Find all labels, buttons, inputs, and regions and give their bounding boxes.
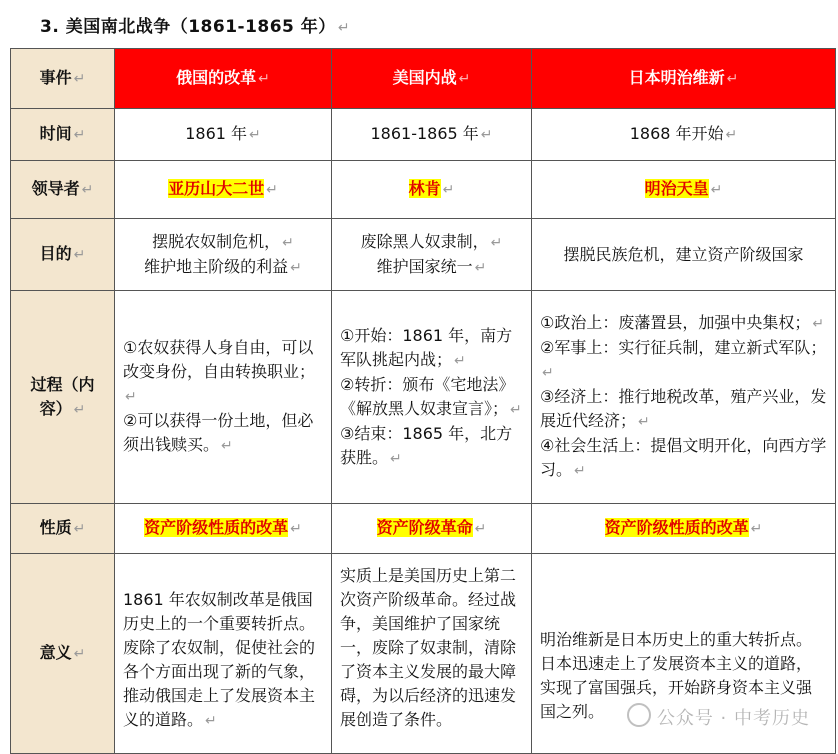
cell-significance-meiji: 明治维新是日本历史上的重大转折点。日本迅速走上了发展资本主义的道路，实现了富国强兵，开始跻身资本主义强国之列。 [532, 554, 836, 754]
watermark: 公众号 · 中考历史 [627, 703, 810, 730]
row-label-nature: 性质 ↵ [11, 504, 115, 554]
cell-purpose-meiji: 摆脱民族危机，建立资产阶级国家 [532, 219, 836, 291]
cell-time-russia: 1861 年 ↵ [115, 109, 332, 161]
cell-time-meiji: 1868 年开始 ↵ [532, 109, 836, 161]
table-row-purpose [11, 219, 836, 291]
row-label-time: 时间 ↵ [11, 109, 115, 161]
cell-process-meiji: ①政治上：废藩置县，加强中央集权； ↵ ②军事上：实行征兵制，建立新式军队；↵ ③经济上：推行地税改革，殖产兴业，发展近代经济； ↵ ④社会生活上：提倡文明开化，向西方学习。 ↵ [532, 291, 836, 504]
header-event: 事件 ↵ [11, 49, 115, 109]
heading-text: 3. 美国南北战争（1861-1865 年） [40, 17, 336, 37]
wechat-icon [627, 703, 651, 727]
header-russia: 俄国的改革 ↵ [115, 49, 332, 109]
cell-purpose-russia: 摆脱农奴制危机， ↵ 维护地主阶级的利益 ↵ [115, 219, 332, 291]
row-label-leader: 领导者 ↵ [11, 161, 115, 219]
cell-leader-russia: 亚历山大二世 ↵ [115, 161, 332, 219]
cell-leader-meiji: 明治天皇 ↵ [532, 161, 836, 219]
paragraph-mark-icon: ↵ [337, 20, 351, 36]
table-row-time [11, 109, 836, 161]
cell-time-us: 1861-1865 年 ↵ [332, 109, 532, 161]
cell-leader-us: 林肯 ↵ [332, 161, 532, 219]
row-label-purpose: 目的 ↵ [11, 219, 115, 291]
cell-nature-meiji: 资产阶级性质的改革 ↵ [532, 504, 836, 554]
comparison-table [10, 48, 836, 754]
table-row-leader [11, 161, 836, 219]
table-row-process [11, 291, 836, 504]
section-heading [40, 12, 350, 37]
cell-nature-russia: 资产阶级性质的改革 ↵ [115, 504, 332, 554]
cell-process-us: ①开始：1861 年，南方军队挑起内战； ↵ ②转折：颁布《宅地法》《解放黑人奴隶宣言》； ↵ ③结束：1865 年，北方获胜。 ↵ [332, 291, 532, 504]
cell-purpose-us: 废除黑人奴隶制， ↵ 维护国家统一 ↵ [332, 219, 532, 291]
header-us-civil-war: 美国内战 ↵ [332, 49, 532, 109]
row-label-significance: 意义 ↵ [11, 554, 115, 754]
row-label-process: 过程（内容） ↵ [11, 291, 115, 504]
cell-process-russia: ①农奴获得人身自由，可以改变身份，自由转换职业；↵ ②可以获得一份土地，但必须出钱赎买。 ↵ [115, 291, 332, 504]
table-header-row [11, 49, 836, 109]
cell-significance-russia: 1861 年农奴制改革是俄国历史上的一个重要转折点。废除了农奴制，促使社会的各个方面出现了新的气象，推动俄国走上了发展资本主义的道路。 ↵ [115, 554, 332, 754]
header-meiji: 日本明治维新 ↵ [532, 49, 836, 109]
table-row-nature [11, 504, 836, 554]
cell-significance-us: 实质上是美国历史上第二次资产阶级革命。经过战争，美国维护了国家统一，废除了奴隶制，清除了资本主义发展的最大障碍，为以后经济的迅速发展创造了条件。 [332, 554, 532, 754]
cell-nature-us: 资产阶级革命 ↵ [332, 504, 532, 554]
